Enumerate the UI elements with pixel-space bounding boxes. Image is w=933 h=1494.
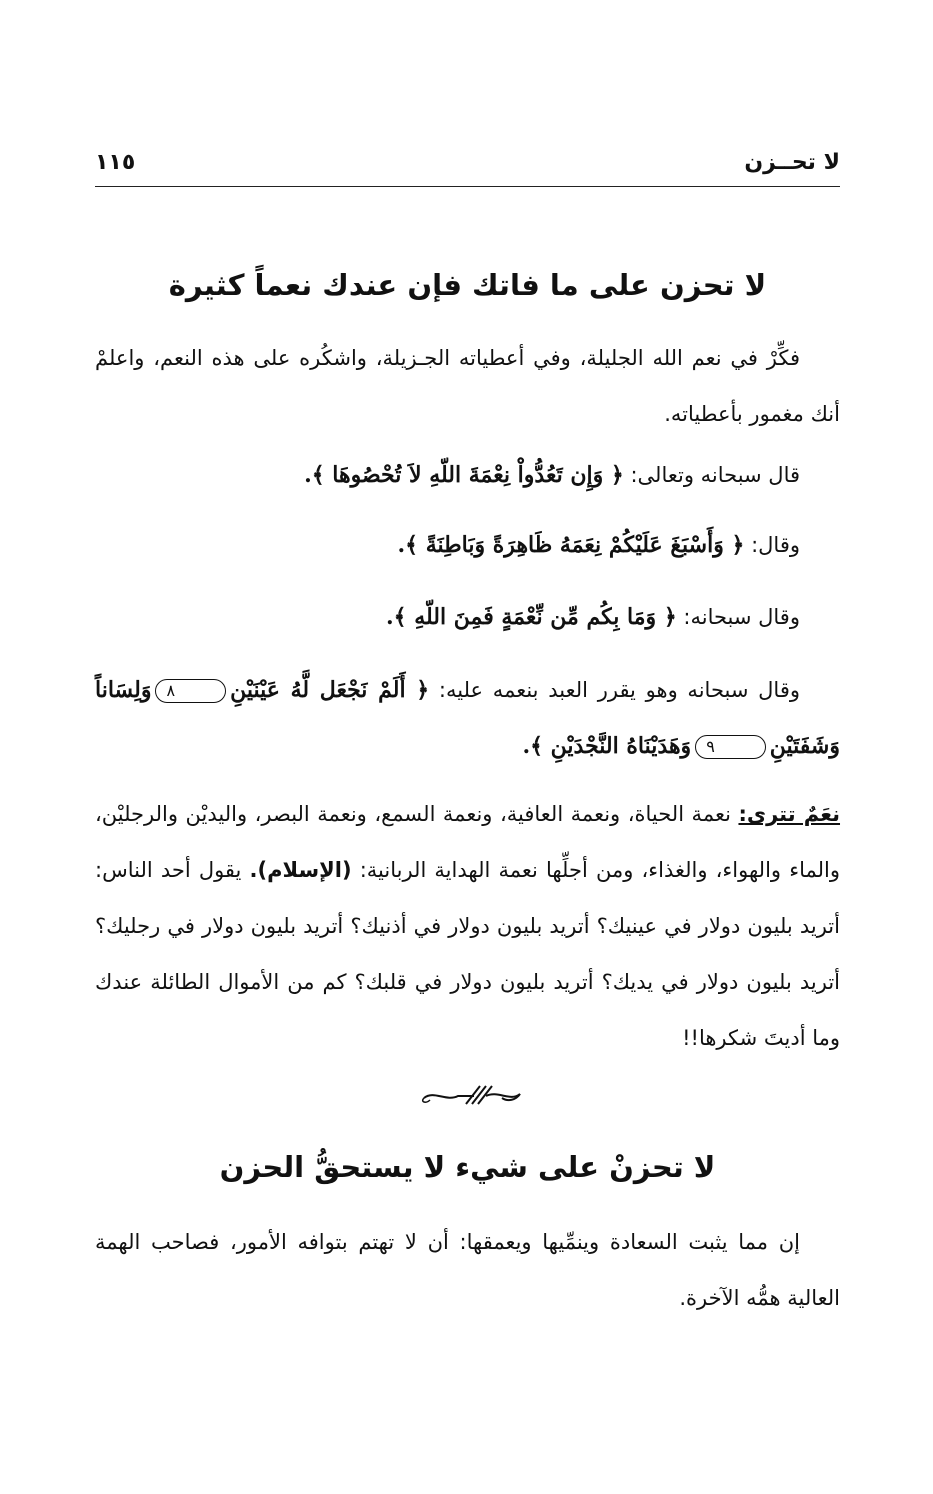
quote-3-prefix: وقال سبحانه: xyxy=(676,605,800,629)
blessings-label: نعَمٌ تترى: xyxy=(738,802,841,826)
blessings-text: نعمة الحياة، ونعمة العافية، ونعمة السمع، ونعمة البصر، واليديْن والرجليْن، والماء والهواء، والغذاء، ومن أجلِّها نعمة الهداية الربانية: xyxy=(95,802,840,882)
blessings-rest: يقول أحد الناس: أتريد بليون دولار في عينيك؟ أتريد بليون دولار في أذنيك؟ أتريد بليون دولار في رجليك؟ أتريد بليون دولار في يديك؟ أتريد بليون دولار في قلبك؟ كم من الأموال الطائلة عندك وما أديتَ شكرها!! xyxy=(95,858,840,1050)
quote-4-prefix: وقال سبحانه وهو يقرر العبد بنعمه عليه: xyxy=(429,678,800,702)
page-number: ١١٥ xyxy=(95,150,136,175)
section-divider-ornament-icon xyxy=(416,1080,526,1110)
quran-verse-4a: ﴿ أَلَمْ نَجْعَل لَّهُ عَيْنَيْنِ xyxy=(230,677,430,703)
quran-verse-4b: وَلِسَاناً وَشَفَتَيْنِ xyxy=(95,677,840,759)
ayah-number-8: ٨ xyxy=(155,679,226,703)
quote-line-2 xyxy=(95,532,840,558)
quran-verse-1: ﴿ وَإِن تَعُدُّواْ نِعْمَةَ اللّهِ لاَ تُحْصُوهَا ﴾. xyxy=(304,462,624,488)
section-2-paragraph: إن مما يثبت السعادة وينمِّيها ويعمقها: أن لا تهتم بتوافه الأمور، فصاحب الهمة العالية همُّه الآخرة. xyxy=(95,1230,840,1310)
header-rule xyxy=(95,186,840,187)
quote-1-prefix: قال سبحانه وتعالى: xyxy=(623,463,800,487)
section-heading-2: لا تحزنْ على شيء لا يستحقُّ الحزن xyxy=(219,1150,716,1184)
quote-paragraph-4 xyxy=(95,662,840,774)
quran-verse-3: ﴿ وَمَا بِكُم مِّن نِّعْمَةٍ فَمِنَ اللّهِ ﴾. xyxy=(385,604,677,630)
quran-verse-4c: وَهَدَيْنَاهُ النَّجْدَيْنِ ﴾. xyxy=(522,733,692,759)
quran-verse-2: ﴿ وَأَسْبَغَ عَلَيْكُمْ نِعَمَهُ ظَاهِرَةً وَبَاطِنَةً ﴾. xyxy=(397,532,745,558)
quote-line-1 xyxy=(95,462,840,488)
ayah-number-9: ٩ xyxy=(695,735,766,759)
running-header xyxy=(95,150,840,184)
quote-2-prefix: وقال: xyxy=(744,533,800,557)
islam-label: (الإسلام). xyxy=(249,858,352,882)
intro-paragraph: فكِّرْ في نعم الله الجليلة، وفي أعطياته الجـزيلة، واشكُره على هذه النعم، واعلمْ أنك مغمور بأعطياته. xyxy=(95,346,840,426)
book-title: لا تحــزن xyxy=(744,150,840,175)
section-heading-1: لا تحزن على ما فاتك فإن عندك نعماً كثيرة xyxy=(168,268,767,302)
quote-line-3 xyxy=(95,604,840,630)
blessings-paragraph xyxy=(95,786,840,1066)
